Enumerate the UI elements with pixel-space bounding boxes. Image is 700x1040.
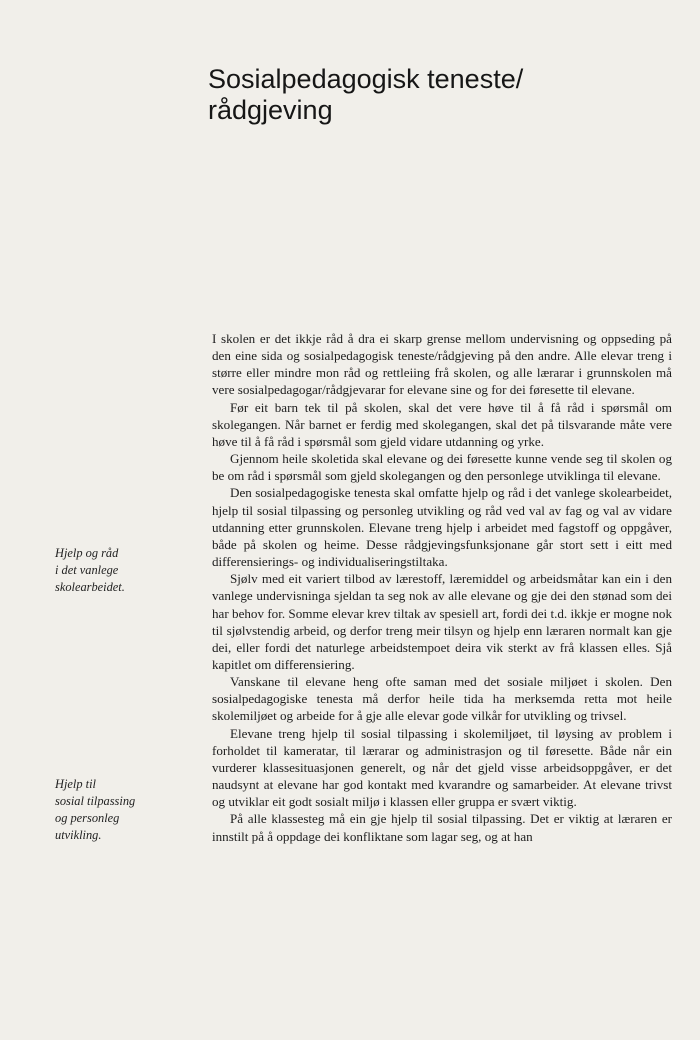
paragraph: Vanskane til elevane heng ofte saman med det sosiale miljøet i skolen. Den sosialpedagogiske tenesta må derfor heile tida ha merksemda retta mot heile skolemiljøet og arbeide for å gje alle elevar gode vilkår for utvikling og trivsel. bbox=[212, 674, 672, 724]
paragraph: Før eit barn tek til på skolen, skal det vere høve til å få råd i spørsmål om skolegangen. Når barnet er ferdig med skolegangen, skal det på tilsvarande måte vere høve til å få råd i spørsmål som gjeld vidare utdanning og yrke. bbox=[212, 399, 672, 449]
page-title: Sosialpedagogisk teneste/ rådgjeving bbox=[208, 64, 524, 125]
paragraph: På alle klassesteg må ein gje hjelp til sosial tilpassing. Det er viktig at læraren er innstilt på å oppdage dei konfliktane som lagar seg, og at han bbox=[212, 811, 672, 844]
paragraph: Elevane treng hjelp til sosial tilpassing i skolemiljøet, til løysing av problem i forholdet til kameratar, til lærarar og administrasjon og til føresette. Både når ein vurderer klassesituasjonen generelt, og når det gjeld visse arbeidsoppgåver, er det naudsynt at elevane har god kontakt med kvarandre og samarbeider. At elevane trivst og utviklar eit godt sosialt miljø i klassen eller gruppa er svært viktig. bbox=[212, 725, 672, 810]
paragraph: Den sosialpedagogiske tenesta skal omfatte hjelp og råd i det vanlege skolearbeidet, hjelp til sosial tilpassing og personleg utvikling og råd ved val av fag og val av vidare utdanning etter grunnskolen. Elevane treng hjelp i arbeidet med fagstoff og oppgåver, både på skolen og heime. Desse rådgjevingsfunksjonane går stort sett i eitt med differensierings- og individualiseringstiltaka. bbox=[212, 485, 672, 570]
margin-note-help-schoolwork: Hjelp og råd i det vanlege skolearbeidet. bbox=[55, 546, 125, 594]
paragraph: I skolen er det ikkje råd å dra ei skarp grense mellom undervisning og oppseding på den eine sida og sosialpedagogisk teneste/rådgjeving på den andre. Alle elevar treng i større eller mindre mon råd og rettleiing frå skolen, og alle lærarar i grunnskolen må vere sosialpedagogar/rådgjevarar for elevane sine og for dei føresette til elevane. bbox=[212, 331, 672, 398]
body-text bbox=[212, 330, 672, 845]
paragraph: Gjennom heile skoletida skal elevane og dei føresette kunne vende seg til skolen og be om råd i spørsmål som gjeld skolegangen og den personlege utviklinga til elevane. bbox=[212, 451, 672, 484]
margin-note-social-adjustment: Hjelp til sosial tilpassing og personleg utvikling. bbox=[55, 777, 136, 842]
paragraph: Sjølv med eit variert tilbod av lærestoff, læremiddel og arbeidsmåtar kan ein i den vanlege undervisninga sjeldan ta seg nok av alle elevane og gje dei den stønad som dei har behov for. Somme elevar krev tiltak av spesiell art, fordi dei t.d. ikkje er mogne nok til sjølvstendig arbeid, og derfor treng meir tilsyn og hjelp enn læraren normalt kan gje dei, eller fordi det naturlege arbeidstempoet deira vik sterkt av frå klassen elles. Sjå kapitlet om differensiering. bbox=[212, 571, 672, 672]
